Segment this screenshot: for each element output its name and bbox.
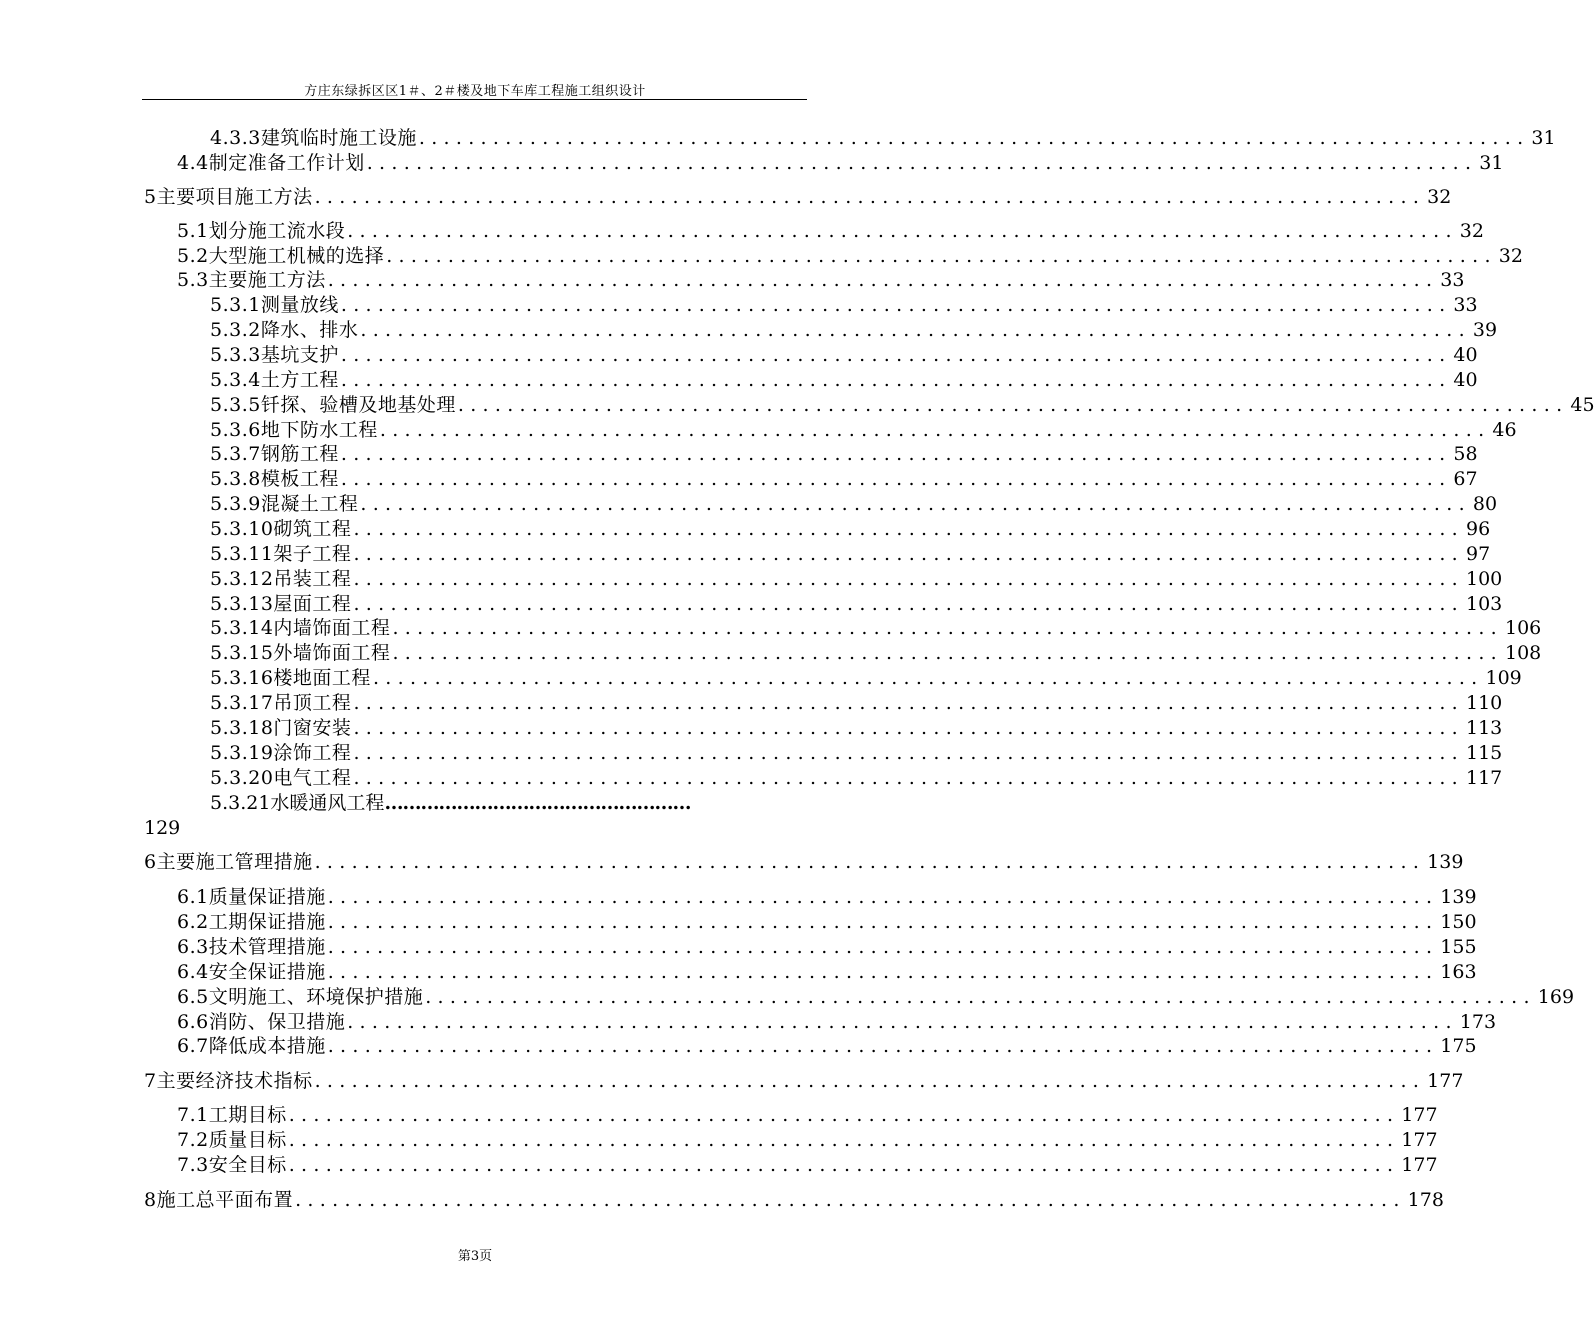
- toc-entry-title: 6.7降低成本措施: [177, 1035, 326, 1057]
- toc-entry-page: 67: [1453, 468, 1478, 490]
- toc-entry-page: 40: [1453, 344, 1478, 366]
- toc-leader-dots: ..........................................................................................: [353, 568, 1464, 590]
- toc-entry[interactable]: [144, 1069, 1464, 1093]
- toc-leader-dots: ..........................................................................................: [353, 543, 1464, 565]
- toc-entry[interactable]: [210, 716, 1503, 740]
- toc-entry[interactable]: [210, 368, 1478, 392]
- toc-leader-dots: ..........................................................................................: [288, 1104, 1400, 1126]
- toc-entry-title: 5.3主要施工方法: [177, 269, 326, 291]
- toc-leader-dots: ..........................................................................................: [340, 344, 1452, 366]
- toc-leader-dots: ..........................................................................................: [353, 767, 1464, 789]
- toc-entry-page: 97: [1466, 543, 1491, 565]
- toc-leader-dots: ..........................................................................................: [372, 667, 1484, 689]
- toc-entry[interactable]: [177, 910, 1477, 934]
- toc-leader-dots: ..........................................................................................: [288, 1129, 1400, 1151]
- toc-leader-dots: ..........................................................................................: [425, 986, 1536, 1008]
- toc-entry-title: 5.3.19涂饰工程: [210, 742, 352, 764]
- toc-leader-dots: ..........................................................................................: [353, 717, 1464, 739]
- toc-entry-title: 6.2工期保证措施: [177, 911, 326, 933]
- toc-entry[interactable]: [177, 1034, 1477, 1058]
- toc-entry-title: 6.5文明施工、环境保护措施: [177, 986, 424, 1008]
- toc-entry[interactable]: [210, 666, 1522, 690]
- toc-leader-dots: ..........................................................................................: [418, 127, 1530, 149]
- toc-entry-title: 6主要施工管理措施: [144, 851, 313, 873]
- toc-entry-title: 5.3.1测量放线: [210, 294, 339, 316]
- toc-entry[interactable]: [210, 343, 1478, 367]
- toc-entry-title: 5.3.7钢筋工程: [210, 443, 339, 465]
- toc-entry-page: 163: [1440, 961, 1477, 983]
- toc-leader-dots: ..........................................................................................: [327, 961, 1439, 983]
- toc-leader-dots: ..........................................................................................: [347, 220, 1458, 242]
- toc-entry-title: 6.1质量保证措施: [177, 886, 326, 908]
- toc-entry[interactable]: [177, 1103, 1438, 1127]
- toc-entry[interactable]: [177, 1010, 1497, 1034]
- toc-entry-title: 7主要经济技术指标: [144, 1070, 313, 1092]
- toc-entry-title: 4.4制定准备工作计划: [177, 152, 365, 174]
- toc-entry-title: 5.3.6地下防水工程: [210, 419, 378, 441]
- toc-entry-title: 5.3.13屋面工程: [210, 593, 352, 615]
- toc-entry[interactable]: [210, 691, 1503, 715]
- toc-entry-title: 5主要项目施工方法: [144, 186, 313, 208]
- toc-leader-dots: ..........................................................................................: [360, 493, 1471, 515]
- toc-entry-page: 177: [1427, 1070, 1464, 1092]
- toc-entry-title: 5.2大型施工机械的选择: [177, 245, 385, 267]
- toc-entry-title: 5.3.4土方工程: [210, 369, 339, 391]
- toc-leader-dots: ..........................................................................................: [327, 936, 1439, 958]
- toc-entry-title: 5.3.20电气工程: [210, 767, 352, 789]
- toc-entry-page: 113: [1466, 717, 1503, 739]
- toc-entry-page: 169: [1537, 986, 1575, 1008]
- toc-leader-dots: ..........................................................................................: [379, 419, 1491, 441]
- toc-entry-page: 109: [1485, 667, 1522, 689]
- toc-entry-title: 7.1工期目标: [177, 1104, 287, 1126]
- toc-entry-title: 4.3.3建筑临时施工设施: [210, 127, 417, 149]
- toc-leader-dots: ..........................................................................................: [327, 886, 1439, 908]
- toc-leader-dots: ..........................................................................................: [353, 692, 1464, 714]
- toc-entry-page: 100: [1466, 568, 1503, 590]
- toc-entry-title: 5.3.21水暖通风工程: [210, 792, 385, 814]
- toc-entry-page: 177: [1401, 1129, 1438, 1151]
- toc-leader-dots: ..........................................................................................: [340, 369, 1452, 391]
- toc-entry-page: 139: [1427, 851, 1464, 873]
- toc-entry-page: 177: [1401, 1104, 1438, 1126]
- toc-leader-dots: ..........................................................................................: [392, 642, 1503, 664]
- toc-entry-page: 33: [1453, 294, 1478, 316]
- toc-entry-page: 155: [1440, 936, 1477, 958]
- toc-entry-title: 5.3.10砌筑工程: [210, 518, 352, 540]
- toc-entry[interactable]: [210, 592, 1503, 616]
- toc-entry[interactable]: [210, 517, 1491, 541]
- toc-entry[interactable]: [177, 1153, 1438, 1177]
- toc-entry[interactable]: [144, 1188, 1444, 1212]
- toc-leader-dots: ..........................................................................................: [366, 152, 1478, 174]
- toc-entry[interactable]: [210, 766, 1503, 790]
- toc-entry[interactable]: [177, 151, 1504, 175]
- toc-entry-title: 6.4安全保证措施: [177, 961, 326, 983]
- toc-entry[interactable]: [210, 293, 1478, 317]
- toc-entry[interactable]: [177, 244, 1523, 268]
- toc-entry-page: 106: [1505, 617, 1542, 639]
- toc-leader-dots: ..........................................................................................: [340, 468, 1452, 490]
- toc-entry[interactable]: [210, 418, 1517, 442]
- toc-leader-dots: ..........................................................................................: [360, 319, 1471, 341]
- toc-entry-title: 5.3.15外墙饰面工程: [210, 642, 391, 664]
- toc-entry[interactable]: [177, 960, 1477, 984]
- toc-entry[interactable]: [210, 641, 1542, 665]
- toc-entry[interactable]: [210, 393, 1595, 417]
- toc-entry-page: 58: [1453, 443, 1478, 465]
- toc-entry-page: 173: [1459, 1011, 1497, 1033]
- toc-entry-page: 31: [1531, 127, 1556, 149]
- toc-entry-page: 110: [1466, 692, 1503, 714]
- toc-entry[interactable]: [144, 185, 1452, 209]
- toc-entry-title: 6.6消防、保卫措施: [177, 1011, 346, 1033]
- toc-leader-dots: ..........................................................................................: [288, 1154, 1400, 1176]
- toc-leader-dots: ..........................................................................................: [353, 518, 1464, 540]
- toc-entry-page: 80: [1472, 493, 1498, 515]
- toc-entry-page: 103: [1466, 593, 1503, 615]
- toc-entry-page: 96: [1466, 518, 1491, 540]
- toc-entry-title: 5.3.12吊装工程: [210, 568, 352, 590]
- toc-entry-title: 5.3.3基坑支护: [210, 344, 339, 366]
- toc-leader-dots: ..........................................................................................: [457, 394, 1569, 416]
- toc-leader-dots: ..........................................................................................: [295, 1189, 1406, 1211]
- toc-entry[interactable]: [210, 741, 1503, 765]
- toc-leader-dots: ..........................................................................................: [353, 742, 1464, 764]
- toc-entry-page: 40: [1453, 369, 1478, 391]
- toc-leader-dots: ..........................................................................................: [314, 1070, 1426, 1092]
- toc-entry-title: 8施工总平面布置: [144, 1189, 294, 1211]
- toc-entry[interactable]: [210, 492, 1498, 516]
- toc-entry-title: 6.3技术管理措施: [177, 936, 326, 958]
- toc-leader-dots: ..........................................................................................: [392, 617, 1503, 639]
- toc-entry-title: 7.2质量目标: [177, 1129, 287, 1151]
- toc-entry-page: 33: [1440, 269, 1465, 291]
- toc-entry[interactable]: [177, 1128, 1438, 1152]
- toc-entry-page: 45: [1570, 394, 1595, 416]
- toc-leader-dots: ..........................................................................................: [386, 245, 1497, 267]
- toc-entry[interactable]: [210, 467, 1478, 491]
- toc-entry-page: 139: [1440, 886, 1477, 908]
- toc-entry[interactable]: [210, 126, 1556, 150]
- toc-entry[interactable]: [177, 935, 1477, 959]
- toc-entry[interactable]: [210, 442, 1478, 466]
- toc-entry-title: 5.3.17吊顶工程: [210, 692, 352, 714]
- toc-entry-title: 5.3.11架子工程: [210, 543, 352, 565]
- toc-entry-title: 5.3.9混凝土工程: [210, 493, 359, 515]
- toc-entry[interactable]: [210, 318, 1498, 342]
- toc-entry-page: 32: [1498, 245, 1523, 267]
- toc-entry-page: 175: [1440, 1035, 1477, 1057]
- toc-entry-wrapped[interactable]: [210, 791, 690, 815]
- toc-leader-dots: ..........................................................................................: [314, 851, 1426, 873]
- toc-entry-title: 5.3.18门窗安装: [210, 717, 352, 739]
- toc-leader-dots: ..........................................................................................: [314, 186, 1426, 208]
- toc-entry[interactable]: [177, 985, 1575, 1009]
- toc-entry-title: 5.3.8模板工程: [210, 468, 339, 490]
- toc-entry-page: 150: [1440, 911, 1477, 933]
- toc-entry-title: 7.3安全目标: [177, 1154, 287, 1176]
- toc-entry-title: 5.1划分施工流水段: [177, 220, 346, 242]
- running-header: 方庄东绿拆区区1＃、2＃楼及地下车库工程施工组织设计: [304, 84, 646, 99]
- toc-entry-page: 39: [1472, 319, 1498, 341]
- toc-entry-page: 108: [1505, 642, 1542, 664]
- toc-leader-dots: ..........................................................................................: [353, 593, 1464, 615]
- toc-entry-page: 129: [144, 817, 181, 839]
- toc-entry-page: 32: [1459, 220, 1484, 242]
- toc-entry-title: 5.3.5钎探、验槽及地基处理: [210, 394, 456, 416]
- toc-leader-dots: ..........................................................................................: [340, 294, 1452, 316]
- toc-entry-page: 117: [1466, 767, 1503, 789]
- toc-entry[interactable]: [177, 219, 1484, 243]
- toc-entry-page: 177: [1401, 1154, 1438, 1176]
- page-number: 第3页: [457, 1249, 493, 1264]
- toc-entry-page: 32: [1427, 186, 1452, 208]
- toc-entry[interactable]: [144, 850, 1464, 874]
- toc-leader-ellipsis: ……………………………………………: [384, 792, 691, 814]
- toc-entry[interactable]: [177, 885, 1477, 909]
- toc-leader-dots: ..........................................................................................: [340, 443, 1452, 465]
- toc-entry-page: 31: [1479, 152, 1504, 174]
- toc-entry-title: 5.3.2降水、排水: [210, 319, 359, 341]
- toc-entry[interactable]: [210, 542, 1491, 566]
- toc-leader-dots: ..........................................................................................: [327, 269, 1439, 291]
- toc-entry-page: 46: [1492, 419, 1517, 441]
- toc-leader-dots: ..........................................................................................: [327, 1035, 1439, 1057]
- toc-entry-page: 115: [1466, 742, 1503, 764]
- toc-entry[interactable]: [210, 567, 1503, 591]
- toc-entry[interactable]: [177, 268, 1465, 292]
- toc-entry-title: 5.3.16楼地面工程: [210, 667, 371, 689]
- toc-entry-title: 5.3.14内墙饰面工程: [210, 617, 391, 639]
- toc-entry[interactable]: [210, 616, 1542, 640]
- toc-leader-dots: ..........................................................................................: [327, 911, 1439, 933]
- toc-leader-dots: ..........................................................................................: [347, 1011, 1458, 1033]
- toc-entry-page: 178: [1407, 1189, 1444, 1211]
